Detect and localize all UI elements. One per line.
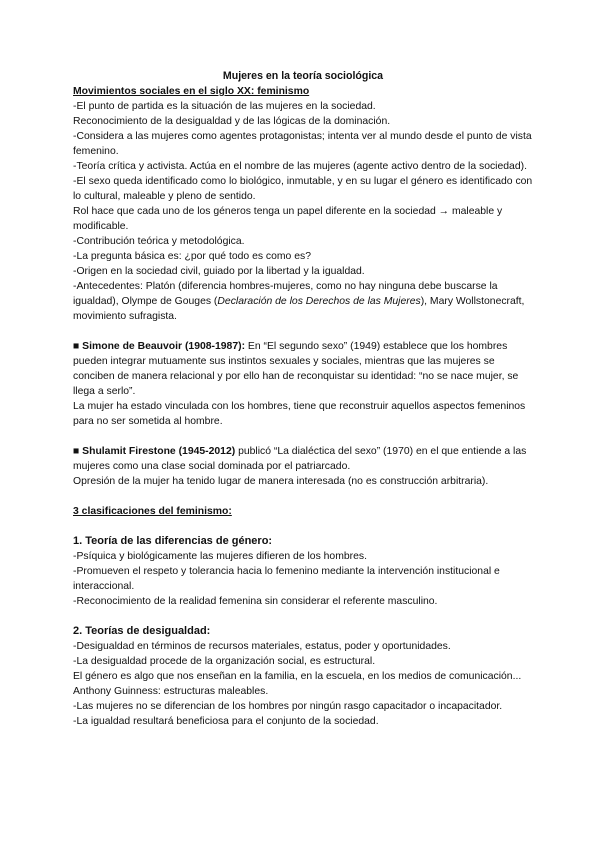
bullet-icon: ■	[73, 341, 80, 352]
antecedentes-italic: Declaración de los Derechos de las Mujeres	[217, 296, 421, 307]
paragraph: -El sexo queda identificado como lo biológico, inmutable, y en su lugar el género es identificado con lo cultural, maleable y pleno de sentido.	[73, 176, 533, 202]
firestone-text: publicó “La dialéctica del sexo” (1970) en el que entiende a las mujeres como una clase social dominada por el patriarcado.	[73, 446, 527, 472]
antecedentes-text-end: ), Mary Wollstonecraft, movimiento sufragista.	[73, 296, 525, 322]
spacer	[73, 324, 533, 339]
paragraph: Opresión de la mujer ha tenido lugar de manera interesada (no es construcción arbitraria).	[73, 476, 489, 487]
paragraph: -La igualdad resultará beneficiosa para el conjunto de la sociedad.	[73, 716, 379, 727]
paragraph: Reconocimiento de la desigualdad y de las lógicas de la dominación.	[73, 116, 391, 127]
antecedentes-text: -Antecedentes: Platón (diferencia hombres-mujeres, como no hay ninguna debe buscarse la igualdad), Olympe de Gouges (	[73, 281, 498, 307]
paragraph: -Teoría crítica y activista. Actúa en el nombre de las mujeres (agente activo dentro de la sociedad).	[73, 161, 527, 172]
paragraph: Rol hace que cada uno de los géneros tenga un papel diferente en la sociedad → maleable y modificable.	[73, 206, 503, 232]
paragraph: -Contribución teórica y metodológica.	[73, 236, 245, 247]
paragraph: El género es algo que nos enseñan en la familia, en la escuela, en los medios de comunicación...	[73, 671, 522, 682]
paragraph: -Psíquica y biológicamente las mujeres difieren de los hombres.	[73, 551, 367, 562]
paragraph: Anthony Guinness: estructuras maleables.	[73, 686, 269, 697]
subheading-desigualdad: 2. Teorías de desigualdad:	[73, 625, 211, 637]
paragraph-firestone	[73, 444, 533, 474]
paragraph: -Considera a las mujeres como agentes protagonistas; intenta ver al mundo desde el punto de vista femenino.	[73, 131, 532, 157]
page-title: Mujeres en la teoría sociológica	[222, 70, 384, 82]
paragraph: -Reconocimiento de la realidad femenina sin considerar el referente masculino.	[73, 596, 438, 607]
section-heading-feminismo: Movimientos sociales en el siglo XX: feminismo	[73, 86, 310, 97]
paragraph: -La pregunta básica es: ¿por qué todo es como es?	[73, 251, 311, 262]
firestone-name: Shulamit Firestone (1945-2012)	[82, 446, 236, 457]
beauvoir-text: En “El segundo sexo” (1949) establece que los hombres pueden integrar mutuamente sus instintos sexuales y sociales, mientras que las mujeres se conciben de manera relacional y por ello han de reconquistar su identidad: “no se nace mujer, se llega a serlo”.	[73, 341, 519, 397]
spacer	[73, 429, 533, 444]
paragraph: -La desigualdad procede de la organización social, es estructural.	[73, 656, 376, 667]
paragraph: -Desigualdad en términos de recursos materiales, estatus, poder y oportunidades.	[73, 641, 451, 652]
spacer	[73, 609, 533, 624]
paragraph: -Promueven el respeto y tolerancia hacia lo femenino mediante la intervención institucional e interaccional.	[73, 566, 500, 592]
bullet-icon: ■	[73, 446, 80, 457]
document-content	[73, 69, 533, 729]
subheading-diferencias: 1. Teoría de las diferencias de género:	[73, 535, 273, 547]
section-heading-clasificaciones: 3 clasificaciones del feminismo:	[73, 506, 232, 517]
beauvoir-name: Simone de Beauvoir (1908-1987):	[82, 341, 246, 352]
paragraph: La mujer ha estado vinculada con los hombres, tiene que reconstruir aquellos aspectos femeninos para no ser sometida al hombre.	[73, 401, 526, 427]
paragraph-beauvoir	[73, 339, 533, 399]
paragraph: -Las mujeres no se diferencian de los hombres por ningún rasgo capacitador o incapacitador.	[73, 701, 503, 712]
paragraph: -Origen en la sociedad civil, guiado por la libertad y la igualdad.	[73, 266, 365, 277]
paragraph: -El punto de partida es la situación de las mujeres en la sociedad.	[73, 101, 376, 112]
spacer	[73, 519, 533, 534]
spacer	[73, 489, 533, 504]
paragraph-antecedentes	[73, 279, 533, 324]
